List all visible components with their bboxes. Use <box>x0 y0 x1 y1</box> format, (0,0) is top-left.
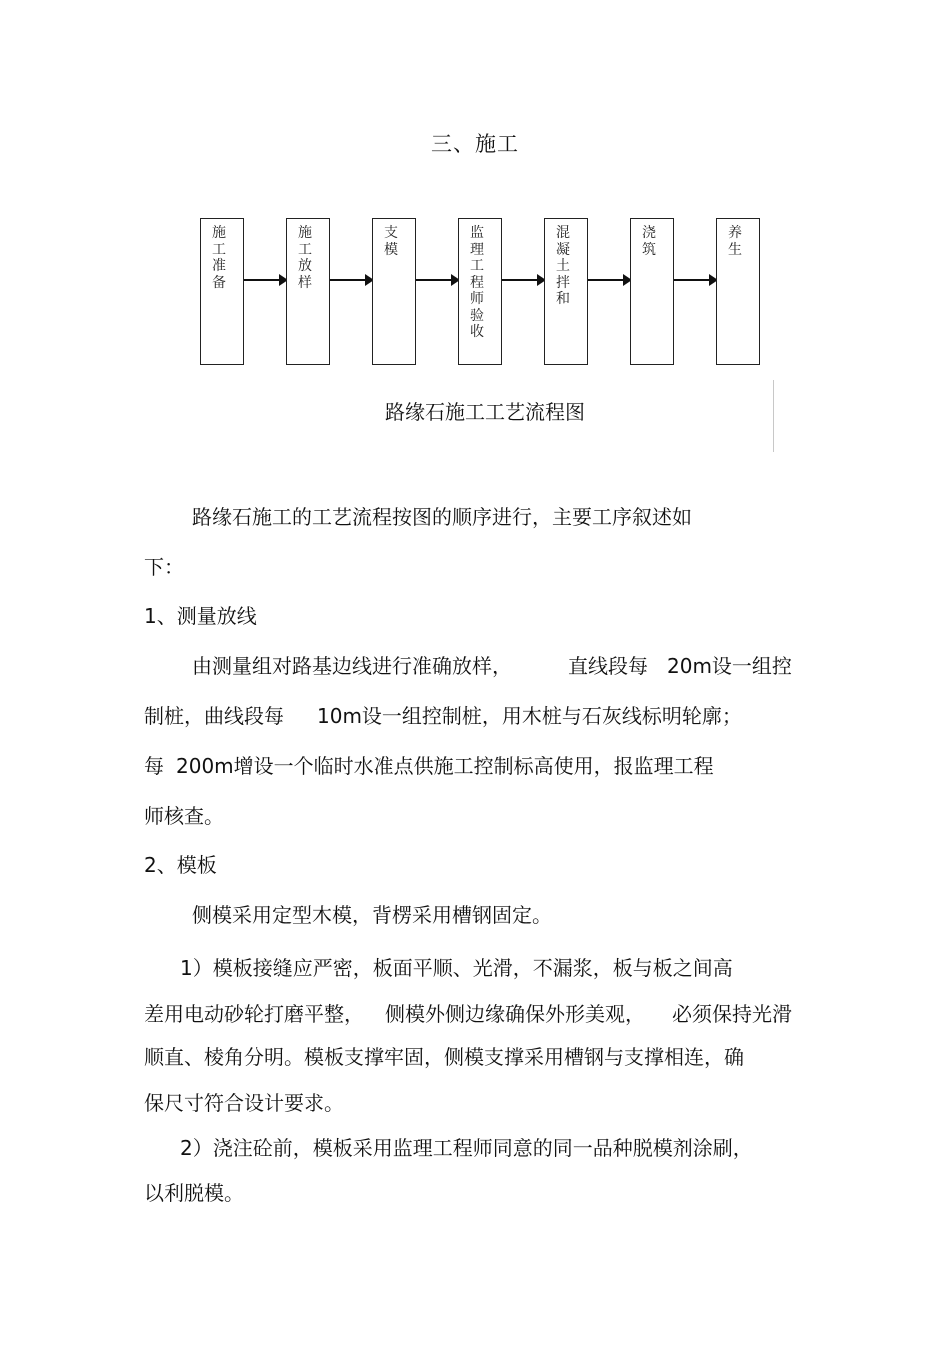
formwork-item-2-line-1: 2）浇注砼前，模板采用监理工程师同意的同一品种脱模剂涂刷， <box>180 1136 753 1160</box>
flow-arrow <box>330 279 372 281</box>
margin-divider <box>773 380 774 452</box>
flow-step-box <box>372 218 416 365</box>
flow-step-box <box>286 218 330 365</box>
survey-text-3b: 200m增设一个临时水准点供施工控制标高使用，报监理工程 <box>176 754 714 778</box>
flow-step-box <box>200 218 244 365</box>
flow-step-label: 施工放样 <box>298 225 312 291</box>
flow-arrow <box>244 279 286 281</box>
formwork-item-1-line-2c: 必须保持光滑 <box>672 1002 792 1026</box>
survey-text-1b: 直线段每 <box>568 654 648 678</box>
flow-step-box <box>458 218 502 365</box>
intro-line-1: 路缘石施工的工艺流程按图的顺序进行，主要工序叙述如 <box>192 505 692 529</box>
survey-text-4: 师核查。 <box>144 804 224 828</box>
flow-step-label: 施工准备 <box>212 225 226 291</box>
survey-text-2a: 制桩，曲线段每 <box>144 704 284 728</box>
flow-step-label: 浇筑 <box>642 225 656 258</box>
section-title: 三、施工 <box>431 132 519 156</box>
survey-text-2b: 10m设一组控制桩，用木桩与石灰线标明轮廓； <box>317 704 742 728</box>
formwork-item-1-line-3: 顺直、棱角分明。模板支撑牢固，侧模支撑采用槽钢与支撑相连，确 <box>144 1045 744 1069</box>
flowchart-caption: 路缘石施工工艺流程图 <box>385 400 585 424</box>
flow-step-box <box>716 218 760 365</box>
section-heading-formwork: 2、模板 <box>144 853 217 877</box>
flow-step-label: 监理工程师验收 <box>470 225 484 340</box>
formwork-item-1-line-1: 1）模板接缝应严密，板面平顺、光滑，不漏浆，板与板之间高 <box>180 956 733 980</box>
flow-step-label: 混凝土拌和 <box>556 225 570 307</box>
flow-arrow <box>588 279 630 281</box>
formwork-item-2-line-2: 以利脱模。 <box>144 1181 244 1205</box>
flow-arrow <box>416 279 458 281</box>
survey-text-3a: 每 <box>144 754 164 778</box>
flow-step-box <box>630 218 674 365</box>
flow-step-label: 养生 <box>728 225 742 258</box>
flow-arrow <box>502 279 544 281</box>
survey-text-1a: 由测量组对路基边线进行准确放样， <box>192 654 512 678</box>
formwork-item-1-line-2a: 差用电动砂轮打磨平整， <box>144 1002 364 1026</box>
formwork-item-1-line-2b: 侧模外侧边缘确保外形美观， <box>385 1002 645 1026</box>
flow-arrow <box>674 279 716 281</box>
formwork-text-1: 侧模采用定型木模，背楞采用槽钢固定。 <box>192 903 552 927</box>
flow-step-label: 支模 <box>384 225 398 258</box>
intro-line-2: 下： <box>144 555 184 579</box>
formwork-item-1-line-4: 保尺寸符合设计要求。 <box>144 1091 344 1115</box>
survey-text-1c: 20m设一组控 <box>667 654 792 678</box>
section-heading-survey: 1、测量放线 <box>144 604 257 628</box>
flow-step-box <box>544 218 588 365</box>
